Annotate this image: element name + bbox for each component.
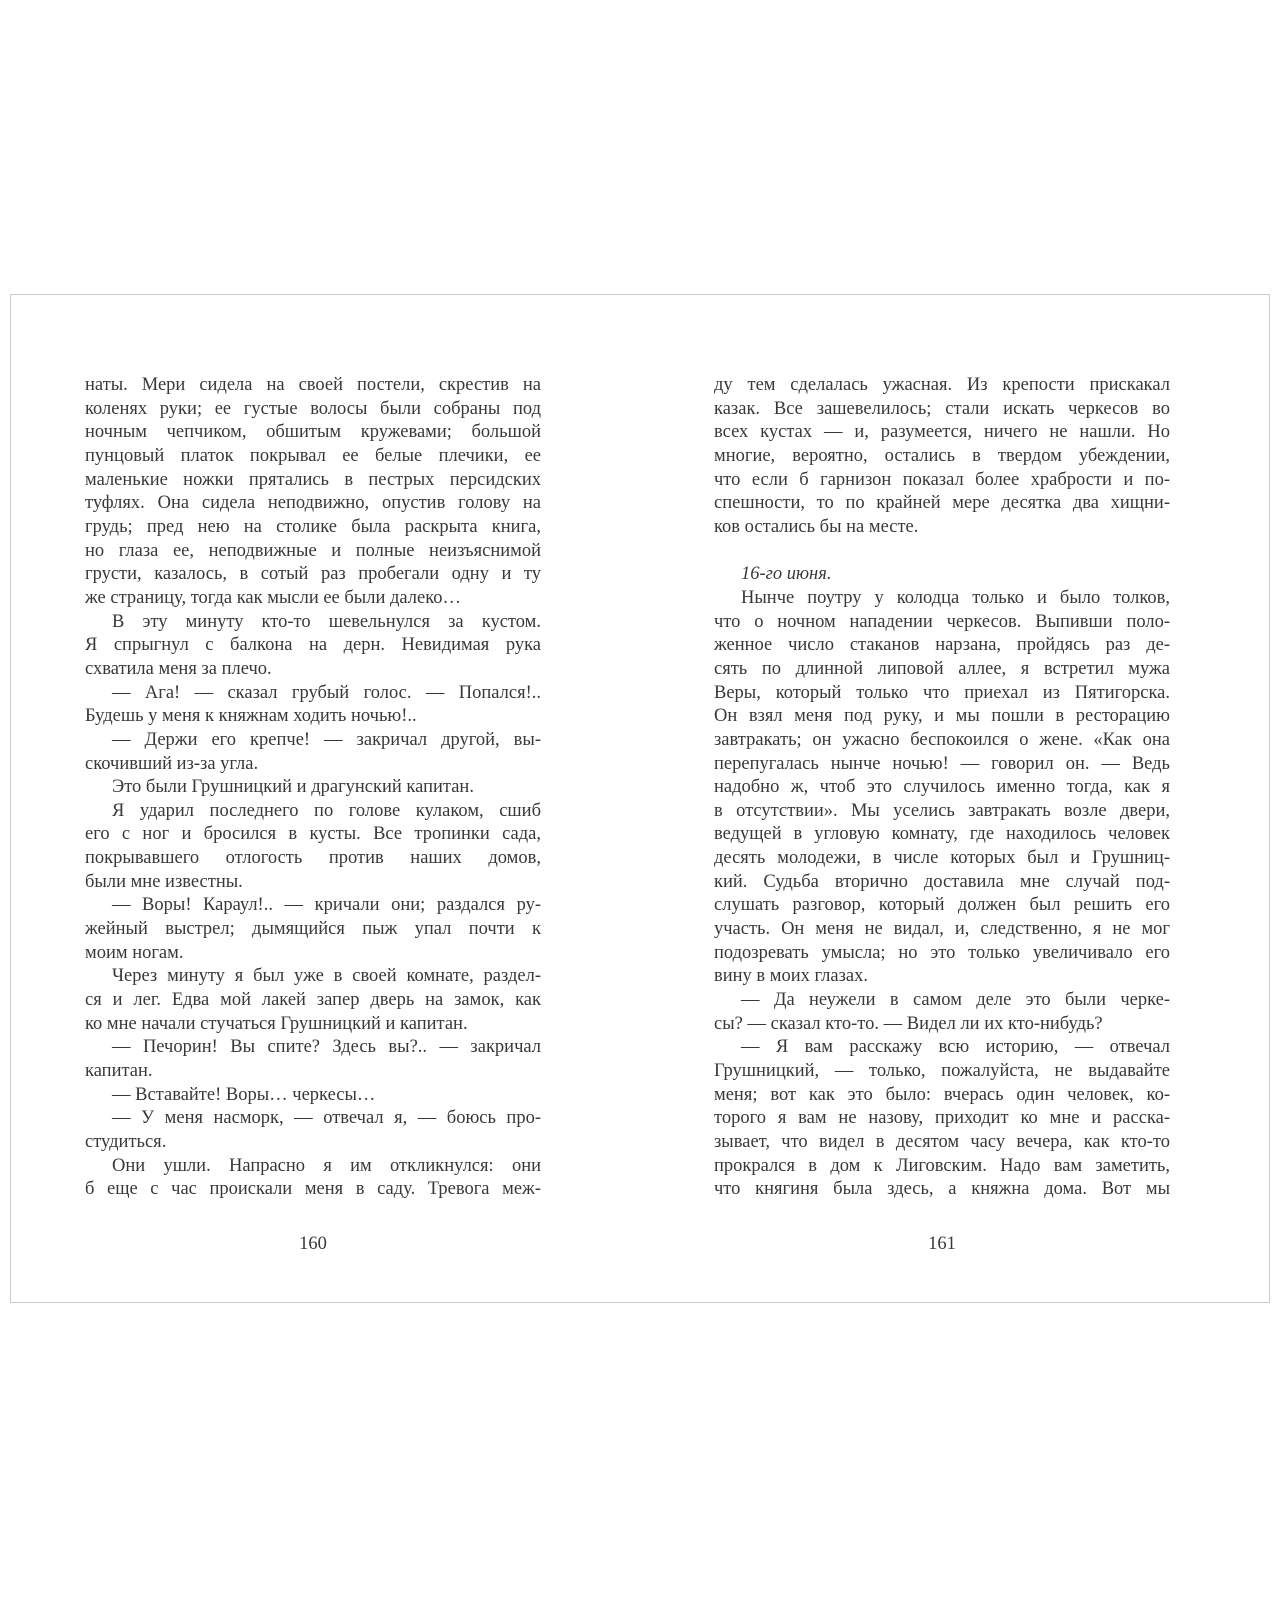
text-line: были мне известны. (85, 871, 243, 892)
text-line: прокрался в дом к Лиговским. Надо вам заметить, (714, 1155, 1170, 1176)
text-line: подозревать умысла; но это только увеличивало его (714, 942, 1170, 963)
text-line: — Ага! — сказал грубый голос. — Попался!.. (112, 682, 541, 703)
text-line: надобно ж, чтоб это случилось именно тогда, как я (714, 777, 1170, 798)
text-line: Он взял меня под руку, и мы пошли в ресторацию (714, 706, 1170, 727)
text-line: б еще с час проискали меня в саду. Тревога меж- (85, 1179, 541, 1200)
left-page-number: 160 (299, 1234, 327, 1254)
text-line: схватила меня за плечо. (85, 658, 272, 679)
text-line: же страницу, тогда как мысли ее были далеко… (85, 587, 462, 608)
text-line: — У меня насморк, — отвечал я, — боюсь про- (112, 1108, 541, 1129)
text-line: торого я вам не назову, приходит ко мне и расска- (714, 1108, 1170, 1129)
text-line: 16-го июня. (741, 564, 832, 585)
text-line: пунцовый платок покрывал ее белые плечики, ее (85, 445, 541, 466)
left-page-text-column (85, 374, 541, 1202)
text-line: сы? — сказал кто-то. — Видел ли их кто-нибудь? (714, 1013, 1103, 1034)
text-line: Они ушли. Напрасно я им откликнулся: они (112, 1155, 541, 1176)
text-line: студиться. (85, 1132, 167, 1152)
text-line: Я ударил последнего по голове кулаком, сшиб (112, 800, 541, 821)
text-line: — Печорин! Вы спите? Здесь вы?.. — закричал (112, 1037, 541, 1058)
text-line: ночным чепчиком, обшитым кружевами; большой (85, 422, 541, 443)
text-line: — Воры! Караул!.. — кричали они; раздался ру- (112, 895, 541, 916)
text-line: слушать разговор, который должен был решить его (714, 895, 1170, 916)
text-line: вину в моих глазах. (714, 966, 868, 987)
text-line: В эту минуту кто-то шевельнулся за кустом. (112, 611, 541, 632)
text-line: Через минуту я был уже в своей комнате, раздел- (112, 966, 541, 987)
text-line: грудь; пред нею на столике была раскрыта книга, (85, 516, 541, 537)
text-line: — Вставайте! Воры… черкесы… (112, 1084, 376, 1105)
text-line: сять по длинной липовой аллее, я встретил мужа (714, 658, 1170, 679)
text-line: всех кустах — и, разумеется, ничего не нашли. Но (714, 422, 1170, 443)
text-line: десять молодежи, в числе которых был и Грушниц- (714, 848, 1170, 869)
text-line: наты. Мери сидела на своей постели, скрестив на (85, 375, 541, 395)
text-line: что о ночном нападении черкесов. Выпивши поло- (714, 611, 1170, 632)
text-line: казак. Все зашевелилось; стали искать черкесов во (714, 398, 1170, 419)
text-line: скочивший из-за угла. (85, 753, 259, 774)
text-line: завтракать; он ужасно беспокоился о жене. «Как она (714, 729, 1170, 750)
text-line: — Держи его крепче! — закричал другой, вы- (112, 729, 541, 750)
text-line: перепугалась нынче ночью! — говорил он. — Ведь (714, 753, 1170, 774)
text-line: участь. Он меня не видал, и, следственно, я не мог (714, 919, 1170, 940)
text-line: капитан. (85, 1061, 153, 1082)
text-line: Это были Грушницкий и драгунский капитан. (112, 777, 474, 798)
right-page-number: 161 (928, 1234, 956, 1254)
text-line: Грушницкий, — только, пожалуйста, не выдавайте (714, 1061, 1170, 1082)
text-line: в отсутствии». Мы уселись завтракать возле двери, (714, 800, 1170, 821)
text-line: маленькие ножки прятались в пестрых персидских (85, 469, 541, 490)
text-line: ду тем сделалась ужасная. Из крепости прискакал (714, 375, 1170, 395)
text-line: Будешь у меня к княжнам ходить ночью!.. (85, 706, 417, 727)
text-line: ся и лег. Едва мой лакей запер дверь на замок, как (85, 990, 541, 1011)
text-line: зывает, что видел в десятом часу вечера, как кто-то (714, 1132, 1170, 1152)
text-line: Нынче поутру у колодца только и было толков, (741, 587, 1170, 608)
text-line: моим ногам. (85, 942, 184, 963)
text-line: ков остались бы на месте. (714, 516, 919, 537)
text-line: многие, вероятно, остались в твердом убеждении, (714, 445, 1170, 466)
right-page-text-column (714, 374, 1170, 1202)
text-line: ведущей в угловую комнату, где находилось человек (714, 824, 1170, 845)
text-line: Веры, который только что приехал из Пятигорска. (714, 682, 1170, 703)
text-line: меня; вот как это было: вчерась один человек, ко- (714, 1084, 1170, 1105)
text-line: его с ног и бросился в кусты. Все тропинки сада, (85, 824, 541, 845)
text-line: — Да неужели в самом деле это были черке- (741, 990, 1170, 1011)
text-line: спешности, то по крайней мере десятка два хищни- (714, 493, 1170, 514)
text-line: туфлях. Она сидела неподвижно, опустив голову на (85, 493, 541, 514)
text-line: жейный выстрел; дымящийся пыж упал почти к (85, 919, 541, 940)
text-line: женное число стаканов нарзана, пройдясь раз де- (714, 635, 1170, 656)
text-line: кий. Судьба вторично доставила мне случай под- (714, 871, 1170, 892)
text-line: Я спрыгнул с балкона на дерн. Невидимая рука (85, 635, 541, 656)
text-line: что если б гарнизон показал более храбрости и по- (714, 469, 1170, 490)
text-line: покрывавшего отлогость против наших домов, (85, 848, 541, 869)
text-line: что княгиня была здесь, а княжна дома. Вот мы (714, 1179, 1170, 1200)
text-line: но глаза ее, неподвижные и полные неизъяснимой (85, 540, 541, 561)
text-line: коленях руки; ее густые волосы были собраны под (85, 398, 541, 419)
text-line: ко мне начали стучаться Грушницкий и капитан. (85, 1013, 468, 1034)
text-line: — Я вам расскажу всю историю, — отвечал (741, 1037, 1170, 1058)
text-line: грусти, казалось, в сотый раз пробегали одну и ту (85, 564, 541, 585)
